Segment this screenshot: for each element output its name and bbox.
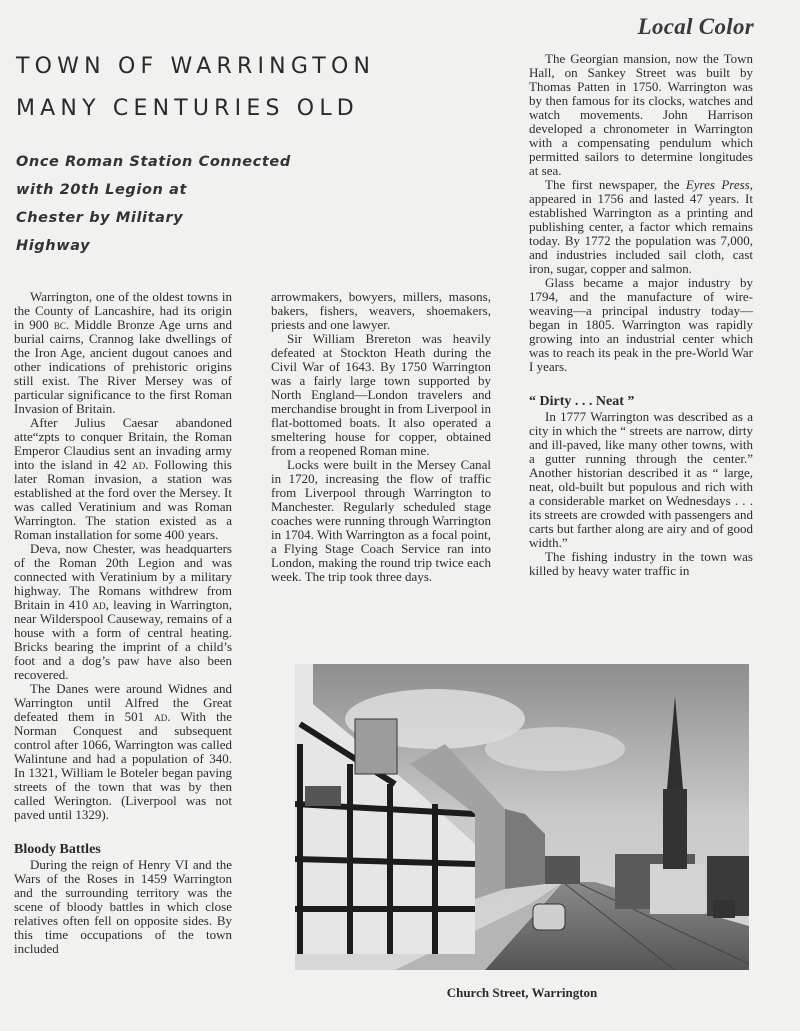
building: [545, 856, 580, 884]
chimney: [355, 719, 397, 774]
car: [533, 904, 565, 930]
subhead-line: Once Roman Station Connected: [16, 154, 291, 170]
subhead-line: Highway: [16, 238, 91, 254]
subheading-dirty-neat: “ Dirty . . . Neat ”: [529, 394, 635, 409]
spacer: [14, 822, 232, 842]
subhead-line: Chester by Military: [16, 210, 184, 226]
church-tower: [663, 789, 687, 869]
paragraph: Glass became a major industry by 1794, and the manufacture of wire-weaving—a principal industry today—began in 1805. Warrington was rapidly growing into an industrial center which was to reach its peak in the pre-World War I years.: [529, 275, 753, 374]
headline-line-2: MANY CENTURIES OLD: [16, 96, 359, 121]
paragraph: After Julius Caesar abandoned atte“zpts to conquer Britain, the Roman Emperor Claudius sent an invading army into the island in 42 ad. Following this later Roman invasion, a station was established at the ford over the Mersey. It was called Veratinium and was Roman Warrington. The station existed as a Roman installation for some 400 years.: [14, 415, 232, 542]
headline: [16, 46, 375, 130]
subhead-line: with 20th Legion at: [16, 182, 188, 198]
street-scene-illustration: [295, 664, 749, 970]
spacer: [529, 374, 753, 394]
paragraph: During the reign of Henry VI and the Wars of the Roses in 1459 Warrington and the surrounding territory was the scene of bloody battles in which close relatives often fell on opposite sides. By this time occupations of the town included: [14, 857, 232, 956]
car: [713, 900, 735, 918]
paragraph: arrowmakers, bowyers, millers, masons, bakers, fishers, weavers, shoemakers, priests and one lawyer.: [271, 289, 491, 332]
window: [305, 786, 341, 806]
article-column-3: [529, 52, 753, 578]
paragraph: The Danes were around Widnes and Warrington until Alfred the Great defeated them in 501 ad. With the Norman Conquest and subsequent control after 1066, Warrington was called Walintune and had a population of 340. In 1321, William le Boteler began paving streets of the town that was by then called Werington. (Liverpool was not paved until 1329).: [14, 681, 232, 822]
subheading-bloody-battles: Bloody Battles: [14, 842, 101, 857]
paragraph: In 1777 Warrington was described as a city in which the “ streets are narrow, dirty and ill-paved, like many other towns, with a gutter running through the center.” Another historian described it as “ large, neat, old-built but populous and rich with a considerable market on Wednesdays . . . its streets are crowded with passengers and carts but farther along are airy and of good width.”: [529, 409, 753, 550]
paragraph: Locks were built in the Mersey Canal in 1720, increasing the flow of traffic from Liverpool through Warrington to Manchester. Regularly scheduled stage coaches were running through Warrington in 1704. With Warrington as a focal point, a Flying Stage Coach Service ran into London, making the round trip twice each week. The trip took three days.: [271, 457, 491, 584]
subheadline: [16, 148, 291, 260]
church-street-photo: [295, 664, 749, 970]
cloud: [485, 727, 625, 771]
paragraph: The first newspaper, the Eyres Press, appeared in 1756 and lasted 47 years. It established Warrington as a printing and publishing center, a factor which remains today. By 1772 the population was 7,000, and industries included sail cloth, cast iron, sugar, copper and salmon.: [529, 177, 753, 276]
paragraph: Deva, now Chester, was headquarters of the Roman 20th Legion and was connected with Veratinium by a military highway. The Romans withdrew from Britain in 410 ad, leaving in Warrington, near Wilderspool Causeway, remains of a house with a form of central heating. Bricks bearing the imprint of a child’s foot and a dog’s paw have also been recovered.: [14, 541, 232, 682]
article-column-2: [271, 290, 491, 584]
building: [650, 864, 705, 914]
paragraph: The fishing industry in the town was killed by heavy water traffic in: [529, 549, 753, 578]
section-label: Local Color: [637, 14, 754, 39]
paragraph: Warrington, one of the oldest towns in the County of Lancashire, had its origin in 900 bc. Middle Bronze Age urns and burial cairns, Crannog lake dwellings of the Iron Age, ancient dugout canoes and other indications of prehistoric origins still exist. The River Mersey was of particular significance to the first Roman Invasion of Britain.: [14, 289, 232, 416]
headline-line-1: TOWN OF WARRINGTON: [16, 54, 376, 79]
paragraph: The Georgian mansion, now the Town Hall, on Sankey Street was built by Thomas Patten in 1750. Warrington was by then famous for its clocks, watches and watch movements. John Harrison developed a chronometer in Warrington with a compensating pendulum which permitted sailors to determine longitudes at sea.: [529, 51, 753, 178]
article-column-1: [14, 290, 232, 956]
photo-caption: Church Street, Warrington: [446, 985, 598, 1000]
paragraph: Sir William Brereton was heavily defeated at Stockton Heath during the Civil War of 1643. By 1750 Warrington was a fairly large town supported by North England—London travelers and merchandise brought in from Liverpool in flat-bottomed boats. It also operated a smeltering house for copper, obtained from a reopened Roman mine.: [271, 331, 491, 458]
